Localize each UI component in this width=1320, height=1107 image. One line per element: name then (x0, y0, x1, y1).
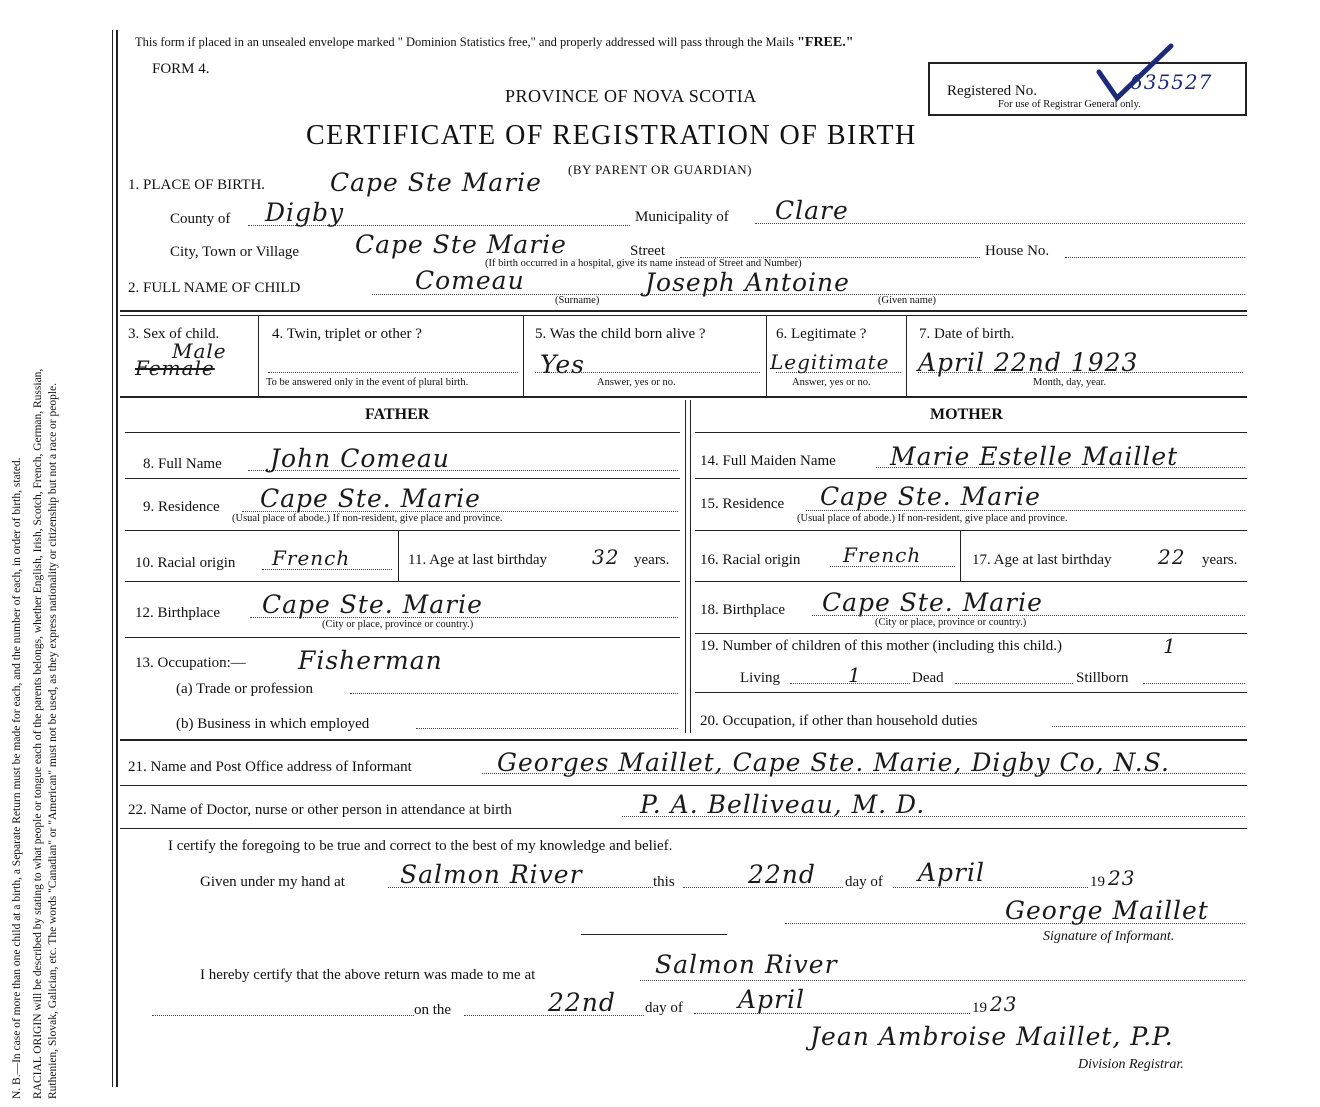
mother-rule-3 (695, 530, 1247, 531)
registrar-month-value: April (738, 985, 805, 1014)
county-value: Digby (265, 198, 345, 227)
dead-label: Dead (912, 670, 944, 686)
father-rule-4 (125, 581, 680, 582)
father-race-line (262, 569, 392, 570)
street-label: Street (630, 243, 665, 259)
given-day-value: 22nd (748, 860, 816, 889)
father-rule-3 (125, 530, 680, 531)
father-trade-label: (a) Trade or profession (176, 681, 314, 697)
rule-doctor (120, 828, 1247, 829)
box-divider-2 (523, 316, 524, 396)
registrar-certify-text: I hereby certify that the above return was made to me at (200, 967, 536, 983)
sex-struck-value: Female (135, 356, 215, 380)
mother-residence-line (806, 510, 1245, 511)
father-name-label: 8. Full Name (143, 456, 222, 472)
city-label: City, Town or Village (170, 244, 300, 260)
house-line (1065, 257, 1245, 258)
father-residence-line (242, 511, 678, 512)
father-residence-note: (Usual place of abode.) If non-resident, give place and province. (232, 513, 503, 524)
city-value: Cape Ste Marie (355, 230, 567, 259)
rule-bottom-boxes (120, 396, 1247, 398)
twin-label: 4. Twin, triplet or other ? (272, 326, 422, 342)
margin-racial-note-2: Ruthenien, Slovak, Galician, etc. The words "Canadian" or "American" must not be used, as they express nationality or citizenship but not a race or people. (46, 382, 59, 1099)
father-heading: FATHER (365, 406, 430, 423)
certificate-title: CERTIFICATE OF REGISTRATION OF BIRTH (306, 120, 917, 151)
given-this-label: this (653, 874, 675, 890)
father-rule-1 (125, 432, 680, 433)
parents-divider-1 (685, 400, 686, 733)
dead-line (955, 683, 1073, 684)
rule-informant (120, 785, 1247, 786)
informant-signature: George Maillet (1005, 896, 1209, 925)
mother-rule-1 (695, 432, 1247, 433)
mail-note: This form if placed in an unsealed envelope marked " Dominion Statistics free," and properly addressed will pass through the Mails "FREE." (135, 35, 854, 50)
dob-value: April 22nd 1923 (918, 348, 1139, 377)
registrar-day-value: 22nd (548, 988, 616, 1017)
registrar-caption: Division Registrar. (1078, 1057, 1184, 1072)
father-rule-2 (125, 478, 680, 479)
house-label: House No. (985, 243, 1050, 259)
box-divider-4 (906, 316, 907, 396)
check-mark-icon (1095, 42, 1175, 104)
given-caption: (Given name) (878, 295, 937, 306)
parents-divider-2 (690, 400, 691, 733)
child-name-label: 2. FULL NAME OF CHILD (128, 280, 301, 296)
mother-residence-note: (Usual place of abode.) If non-resident, give place and province. (797, 513, 1068, 524)
informant-signature-caption: Signature of Informant. (1043, 929, 1175, 944)
registered-number: 635527 (1130, 70, 1213, 94)
given-place-value: Salmon River (400, 860, 583, 889)
informant-value: Georges Maillet, Cape Ste. Marie, Digby Co, N.S. (497, 748, 1170, 777)
legit-line (776, 372, 901, 373)
margin-racial-note-1: RACIAL ORIGIN will be described by stating to what people or tongue each of the parents belongs, whether English, Irish, Scotch, French, German, Russian, (32, 368, 44, 1099)
mother-rule-2 (695, 478, 1247, 479)
father-name-value: John Comeau (270, 444, 450, 473)
margin-border-line-outer (112, 30, 113, 1087)
dob-label: 7. Date of birth. (919, 326, 1015, 342)
mother-age-label: 17. Age at last birthday (972, 552, 1112, 568)
father-birthplace-note: (City or place, province or country.) (322, 619, 474, 630)
margin-border-line (116, 30, 118, 1087)
registered-note: For use of Registrar General only. (998, 99, 1141, 110)
doctor-label: 22. Name of Doctor, nurse or other person in attendance at birth (128, 802, 512, 818)
mother-residence-value: Cape Ste. Marie (820, 482, 1041, 511)
living-value: 1 (848, 663, 862, 687)
registrar-on-line (152, 1015, 414, 1016)
father-race-label: 10. Racial origin (135, 555, 236, 571)
father-residence-label: 9. Residence (143, 499, 220, 515)
mother-race-line (830, 566, 955, 567)
margin-binding-note (0, 59, 2, 1099)
hospital-note: (If birth occurred in a hospital, give its name instead of Street and Number) (485, 258, 802, 269)
mother-children-label: 19. Number of children of this mother (including this child.) (700, 638, 1063, 654)
rule-top-boxes (120, 310, 1247, 312)
mother-heading: MOTHER (930, 406, 1003, 423)
given-label: Given under my hand at (200, 874, 345, 890)
father-birthplace-line (250, 617, 678, 618)
place-value: Cape Ste Marie (330, 168, 542, 197)
father-occupation-value: Fisherman (298, 646, 443, 675)
mother-race-divider (960, 531, 961, 581)
alive-line (535, 372, 760, 373)
registrar-month-line (694, 1013, 970, 1014)
mother-birthplace-note: (City or place, province or country.) (875, 617, 1027, 628)
box-divider-1 (258, 316, 259, 396)
father-business-label: (b) Business in which employed (176, 716, 370, 732)
mother-children-value: 1 (1163, 634, 1177, 658)
certificate-subtitle: (BY PARENT OR GUARDIAN) (568, 162, 753, 177)
certify-text: I certify the foregoing to be true and correct to the best of my knowledge and belief. (168, 838, 673, 854)
father-trade-line (350, 693, 678, 694)
father-occupation-label: 13. Occupation:— (135, 655, 246, 671)
registrar-on-label: on the (414, 1002, 452, 1018)
box-divider-3 (766, 316, 767, 396)
alive-label: 5. Was the child born alive ? (535, 326, 706, 342)
sex-value: Male (172, 339, 227, 363)
mother-name-value: Marie Estelle Maillet (890, 442, 1179, 471)
county-label: County of (170, 211, 231, 227)
registered-label: Registered No. (947, 83, 1037, 99)
form-number: FORM 4. (152, 61, 210, 77)
legit-label: 6. Legitimate ? (776, 326, 867, 342)
mother-race-value: French (843, 543, 922, 567)
father-rule-5 (125, 637, 680, 638)
given-year-prefix: 19 (1090, 874, 1105, 890)
registrar-signature: Jean Ambroise Maillet, P.P. (810, 1022, 1174, 1051)
municipality-value: Clare (775, 196, 849, 225)
stillborn-label: Stillborn (1076, 670, 1129, 686)
registrar-place-line (640, 980, 1245, 981)
informant-label: 21. Name and Post Office address of Informant (128, 759, 412, 775)
registrar-year-prefix: 19 (972, 1000, 987, 1016)
alive-note: Answer, yes or no. (597, 377, 676, 388)
father-age-value: 32 (592, 545, 620, 569)
mother-age-value: 22 (1158, 545, 1186, 569)
father-birthplace-label: 12. Birthplace (135, 605, 220, 621)
place-label: 1. PLACE OF BIRTH. (128, 177, 266, 193)
rule-top-boxes-2 (120, 315, 1247, 316)
section-separator (581, 934, 727, 935)
margin-nb-note: N. B.—In case of more than one child at a birth, a Separate Return must be made for each, and the number of each, in order of birth, stated. (10, 457, 23, 1099)
legit-note: Answer, yes or no. (792, 377, 871, 388)
alive-value: Yes (540, 350, 585, 379)
stillborn-line (1143, 683, 1245, 684)
mother-name-label: 14. Full Maiden Name (700, 453, 836, 469)
father-birthplace-value: Cape Ste. Marie (262, 590, 483, 619)
mother-rule-6 (695, 692, 1247, 693)
mother-race-label: 16. Racial origin (700, 552, 801, 568)
given-day-of-label: day of (845, 874, 883, 890)
mother-residence-label: 15. Residence (700, 496, 785, 512)
mother-occupation-line (1052, 726, 1245, 727)
living-label: Living (740, 670, 780, 686)
mother-occupation-label: 20. Occupation, if other than household duties (700, 713, 978, 729)
dob-line (918, 372, 1243, 373)
mail-free: "FREE." (797, 35, 854, 50)
given-month-value: April (918, 858, 985, 887)
mother-birthplace-label: 18. Birthplace (700, 602, 785, 618)
doctor-value: P. A. Belliveau, M. D. (640, 790, 926, 819)
father-race-divider (398, 531, 399, 581)
mother-birthplace-value: Cape Ste. Marie (822, 588, 1043, 617)
father-race-value: French (272, 546, 351, 570)
child-given-value: Joseph Antoine (645, 268, 850, 297)
mother-age-unit: years. (1202, 552, 1238, 568)
registered-box (928, 62, 1247, 116)
given-month-line (893, 887, 1088, 888)
registrar-place-value: Salmon River (655, 950, 838, 979)
sex-label: 3. Sex of child. (128, 326, 220, 342)
registrar-day-of-label: day of (645, 1000, 683, 1016)
surname-caption: (Surname) (555, 295, 600, 306)
registrar-year-value: 23 (990, 992, 1018, 1016)
father-residence-value: Cape Ste. Marie (260, 484, 481, 513)
given-year-value: 23 (1108, 866, 1136, 890)
father-age-label: 11. Age at last birthday (408, 552, 547, 568)
mother-birthplace-line (812, 615, 1245, 616)
father-business-line (416, 728, 678, 729)
rule-after-parents (120, 739, 1247, 741)
mother-rule-4 (695, 581, 1247, 582)
child-surname-value: Comeau (415, 266, 525, 295)
dob-note: Month, day, year. (1033, 377, 1107, 388)
father-age-unit: years. (634, 552, 670, 568)
municipality-label: Municipality of (635, 209, 729, 225)
twin-note: To be answered only in the event of plural birth. (266, 377, 469, 388)
legit-value: Legitimate (770, 350, 890, 374)
margin-notes (0, 59, 73, 1099)
province-title: PROVINCE OF NOVA SCOTIA (505, 86, 757, 106)
twin-line (268, 372, 518, 373)
